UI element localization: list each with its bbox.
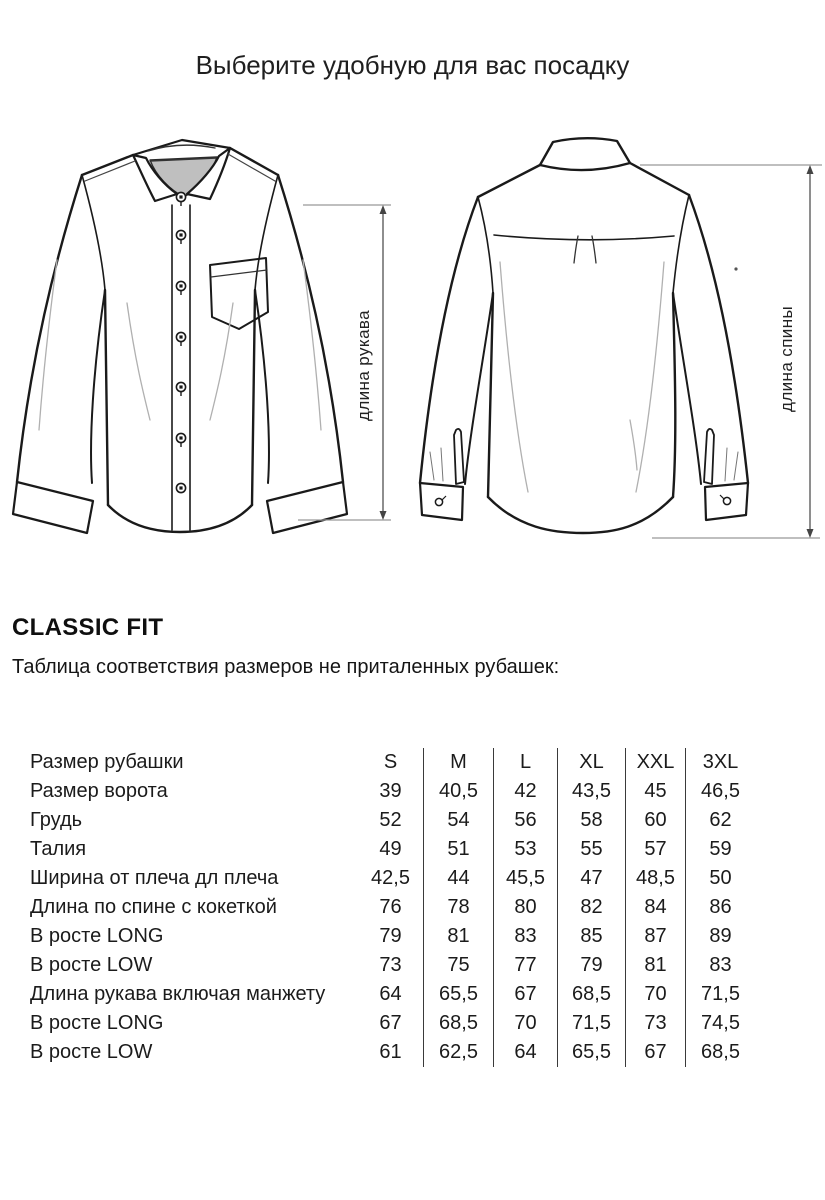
- size-table: [30, 748, 755, 1067]
- size-table-value-cell: 79: [557, 951, 625, 980]
- size-table-value-cell: 60: [625, 806, 685, 835]
- size-table-value-cell: 55: [557, 835, 625, 864]
- size-table-value-cell: XXL: [625, 748, 685, 777]
- size-table-value-cell: 76: [379, 896, 402, 918]
- size-table-value-cell: 81: [625, 951, 685, 980]
- size-table-value-cell: 67: [493, 980, 557, 1009]
- size-table-value-cell: 47: [557, 864, 625, 893]
- size-table-value-cell: 42,5: [371, 867, 410, 889]
- size-table-value-cell: 46,5: [685, 777, 755, 806]
- size-table-value-cell: 65,5: [423, 980, 493, 1009]
- size-table-value-cell: 42: [493, 777, 557, 806]
- size-table-label-cell: В росте LONG: [30, 1012, 164, 1034]
- size-table-label-cell: Размер ворота: [30, 780, 168, 802]
- size-table-row: [30, 951, 755, 980]
- size-table-label-cell: В росте LOW: [30, 954, 153, 976]
- size-table-value-cell: XL: [557, 748, 625, 777]
- size-table-value-cell: 73: [625, 1009, 685, 1038]
- size-table-label-cell: Длина по спине с кокеткой: [30, 896, 277, 918]
- size-table-value-cell: 68,5: [423, 1009, 493, 1038]
- size-table-value-cell: 71,5: [685, 980, 755, 1009]
- shirt-front-drawing: [5, 120, 400, 560]
- size-table-value-cell: 40,5: [423, 777, 493, 806]
- size-table-value-cell: 70: [625, 980, 685, 1009]
- size-table-value-cell: 83: [493, 922, 557, 951]
- page-title: Выберите удобную для вас посадку: [195, 50, 630, 80]
- fit-heading: CLASSIC FIT: [12, 614, 164, 641]
- size-table-row: [30, 806, 755, 835]
- size-table-value-cell: S: [383, 751, 398, 773]
- size-table-row: [30, 864, 755, 893]
- size-table-label-cell: Размер рубашки: [30, 751, 184, 773]
- table-caption: Таблица соответствия размеров не приталенных рубашек:: [12, 656, 560, 678]
- size-table-row: [30, 980, 755, 1009]
- size-table-value-cell: 80: [493, 893, 557, 922]
- size-table-value-cell: 89: [685, 922, 755, 951]
- size-table-value-cell: M: [423, 748, 493, 777]
- size-table-value-cell: 73: [379, 954, 402, 976]
- size-table-value-cell: 85: [557, 922, 625, 951]
- size-table-label-cell: В росте LONG: [30, 925, 164, 947]
- size-table-value-cell: 58: [557, 806, 625, 835]
- size-table-label-cell: Ширина от плеча дл плеча: [30, 867, 279, 889]
- size-table-value-cell: 3XL: [685, 748, 755, 777]
- size-table-value-cell: 87: [625, 922, 685, 951]
- size-table-value-cell: 64: [493, 1038, 557, 1067]
- size-table-label-cell: Грудь: [30, 809, 83, 831]
- size-table-value-cell: 53: [493, 835, 557, 864]
- front-buttons: [176, 192, 185, 492]
- size-table-value-cell: 45: [625, 777, 685, 806]
- size-table-row: [30, 835, 755, 864]
- size-table-value-cell: 64: [379, 983, 402, 1005]
- size-table-value-cell: 77: [493, 951, 557, 980]
- size-table-value-cell: 52: [379, 809, 402, 831]
- size-table-value-cell: 86: [685, 893, 755, 922]
- size-table-value-cell: 71,5: [557, 1009, 625, 1038]
- size-table-value-cell: 57: [625, 835, 685, 864]
- size-table-label-cell: Талия: [30, 838, 87, 860]
- size-table-value-cell: 54: [423, 806, 493, 835]
- size-table-value-cell: 50: [685, 864, 755, 893]
- size-table-value-cell: 74,5: [685, 1009, 755, 1038]
- size-table-row: [30, 748, 755, 777]
- size-table-value-cell: 49: [379, 838, 402, 860]
- size-table-value-cell: 68,5: [557, 980, 625, 1009]
- stray-dot: [734, 267, 737, 270]
- size-table-row: [30, 1009, 755, 1038]
- size-table-value-cell: 82: [557, 893, 625, 922]
- back-length-label: длина спины: [777, 305, 796, 413]
- size-table-value-cell: 65,5: [557, 1038, 625, 1067]
- size-table-value-cell: 62: [685, 806, 755, 835]
- size-table-value-cell: 62,5: [423, 1038, 493, 1067]
- size-table-label-cell: В росте LOW: [30, 1041, 153, 1063]
- size-table-value-cell: 59: [685, 835, 755, 864]
- size-table-row: [30, 893, 755, 922]
- size-table-value-cell: 45,5: [493, 864, 557, 893]
- size-table-value-cell: 81: [423, 922, 493, 951]
- size-table-label-cell: Длина рукава включая манжету: [30, 983, 326, 1005]
- shirt-back-drawing: [408, 122, 823, 562]
- size-table-value-cell: 83: [685, 951, 755, 980]
- size-table-value-cell: 67: [379, 1012, 402, 1034]
- back-cuff-buttons: [435, 495, 730, 506]
- size-table-value-cell: 78: [423, 893, 493, 922]
- size-table-value-cell: 61: [379, 1041, 402, 1063]
- size-table-value-cell: 75: [423, 951, 493, 980]
- size-table-value-cell: 43,5: [557, 777, 625, 806]
- sleeve-length-label: длина рукава: [354, 309, 373, 421]
- size-table-value-cell: 51: [423, 835, 493, 864]
- size-table-row: [30, 777, 755, 806]
- size-table-row: [30, 922, 755, 951]
- size-table-value-cell: 67: [625, 1038, 685, 1067]
- size-table-value-cell: 70: [493, 1009, 557, 1038]
- size-table-row: [30, 1038, 755, 1067]
- size-table-value-cell: 39: [379, 780, 402, 802]
- size-table-value-cell: 84: [625, 893, 685, 922]
- sleeve-length-dimension-line: [298, 205, 391, 520]
- size-table-value-cell: 48,5: [625, 864, 685, 893]
- size-table-value-cell: 68,5: [685, 1038, 755, 1067]
- size-table-value-cell: 44: [423, 864, 493, 893]
- size-table-value-cell: 79: [379, 925, 402, 947]
- size-table-value-cell: L: [493, 748, 557, 777]
- size-table-value-cell: 56: [493, 806, 557, 835]
